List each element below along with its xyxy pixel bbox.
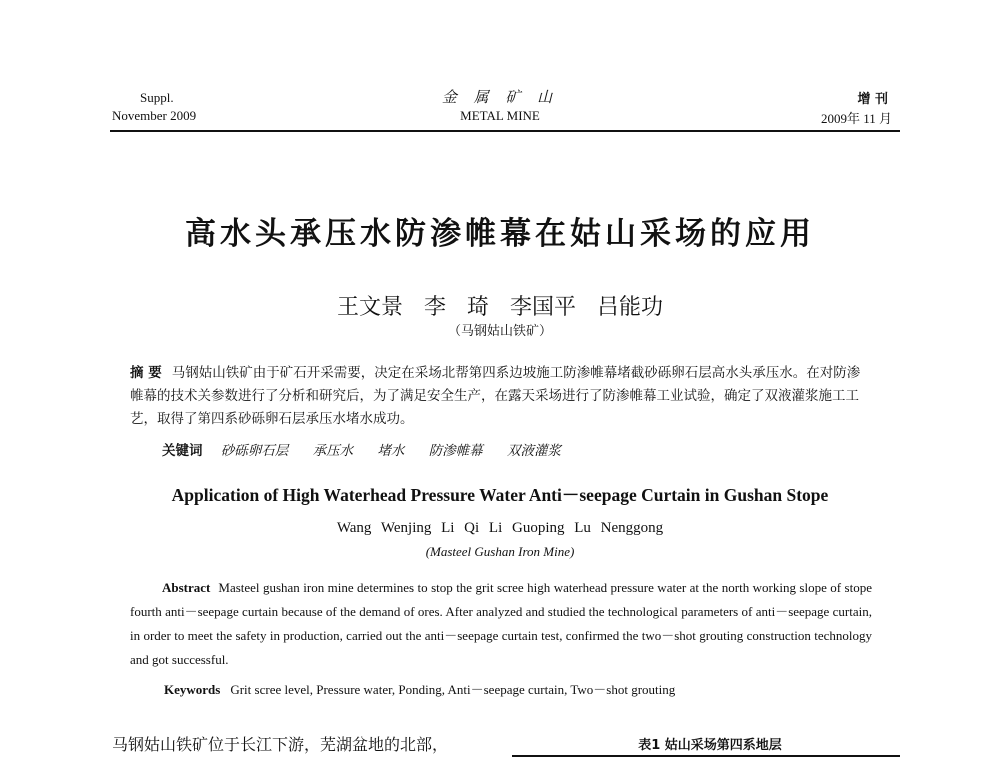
paper-title-en: Application of High Waterhead Pressure Water Anti－seepage Curtain in Gushan Stope [171, 485, 829, 505]
table-top-rule [512, 755, 900, 757]
header-right-line1: 增 刊 [857, 92, 888, 107]
affiliation-en: (Masteel Gushan Iron Mine) [425, 544, 575, 559]
keywords-en [164, 678, 906, 702]
keyword-cn: 承压水 [312, 443, 354, 459]
abstract-text-cn: 马钢姑山铁矿由于矿石开采需要，决定在采场北帮第四系边坡施工防渗帷幕堵截砂砾卵石层高水头承压水。在对防渗帷幕的技术关参数进行了分析和研究后，为了满足安全生产，在露天采场进行了防渗帷幕工业试验，确定了双液灌浆施工工艺，取得了第四系砂砾卵石层承压水堵水成功。 [130, 365, 861, 427]
keyword-cn: 防渗帷幕 [428, 443, 483, 459]
authors-en: Wang Wenjing Li Qi Li Guoping Lu Nenggong [336, 520, 664, 536]
abstract-en [130, 576, 872, 672]
header-left-line1: Suppl. [140, 90, 174, 105]
keywords-cn [162, 440, 904, 463]
header-journal-cn: 金 属 矿 山 [441, 88, 559, 106]
keywords-label-en: Keywords [164, 682, 221, 697]
header-journal-en: METAL MINE [460, 108, 540, 123]
abstract-text-en: Masteel gushan iron mine determines to stop the grit scree high waterhead pressure water at the north working slope of stope fourth anti－seepage curtain because of the demand of ores. After analyzed and studied the technological parameters of anti－seepage curtain, in order to meet the safety in production, carried out the anti－seepage curtain test, confirmed the two－shot grouting construction technology and got successful. [130, 580, 872, 667]
header-left-line2: November 2009 [112, 108, 197, 123]
header-right-line2: 2009年 11 月 [820, 111, 892, 126]
body-text-start: 马钢姑山铁矿位于长江下游，芜湖盆地的北部， [112, 735, 449, 754]
abstract-label-cn: 摘 要 [130, 365, 162, 381]
table-caption: 表1 姑山采场第四系地层 [638, 738, 782, 753]
header-rule [110, 130, 900, 132]
keywords-text-en: Grit scree level, Pressure water, Ponding, Anti－seepage curtain, Two－shot grouting [230, 682, 676, 697]
abstract-label-en: Abstract [162, 580, 211, 595]
abstract-cn [130, 362, 872, 431]
keyword-cn: 堵水 [377, 443, 405, 459]
keyword-cn: 砂砾卵石层 [220, 443, 289, 459]
keywords-label-cn: 关键词 [162, 443, 203, 459]
paper-title-cn: 高水头承压水防渗帷幕在姑山采场的应用 [185, 216, 815, 252]
authors-cn: 王文景 李 琦 李国平 吕能功 [337, 295, 663, 320]
keyword-cn: 双液灌浆 [506, 443, 561, 459]
affiliation-cn: （马钢姑山铁矿） [447, 324, 552, 339]
